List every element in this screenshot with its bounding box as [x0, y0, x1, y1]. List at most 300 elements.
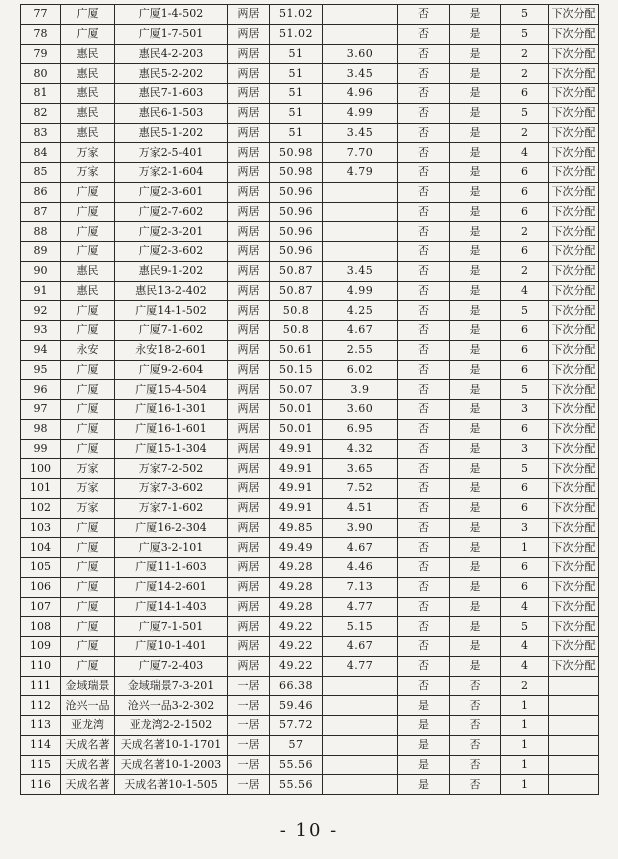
- cell-unit-address: 沧兴一品3-2-302: [115, 696, 228, 716]
- cell-flag-b: 是: [450, 400, 501, 420]
- cell-value: [323, 676, 398, 696]
- cell-flag-a: 否: [398, 103, 450, 123]
- cell-area: 49.28: [270, 558, 323, 578]
- cell-flag-b: 是: [450, 84, 501, 104]
- cell-flag-b: 是: [450, 202, 501, 222]
- cell-flag-a: 否: [398, 419, 450, 439]
- cell-area: 49.22: [270, 656, 323, 676]
- cell-unit-type: 一居: [228, 696, 270, 716]
- table-row: [21, 5, 599, 25]
- cell-floor: 6: [501, 577, 549, 597]
- cell-unit-type: 两居: [228, 202, 270, 222]
- cell-value: 2.55: [323, 340, 398, 360]
- cell-area: 51: [270, 123, 323, 143]
- cell-status: 下次分配: [549, 656, 599, 676]
- cell-unit-address: 广厦15-4-504: [115, 380, 228, 400]
- cell-flag-b: 否: [450, 735, 501, 755]
- cell-status: 下次分配: [549, 558, 599, 578]
- table-row: [21, 143, 599, 163]
- cell-status: 下次分配: [549, 577, 599, 597]
- cell-flag-a: 否: [398, 242, 450, 262]
- cell-row-number: 114: [21, 735, 61, 755]
- cell-unit-address: 惠民4-2-203: [115, 44, 228, 64]
- cell-community: 惠民: [61, 64, 115, 84]
- cell-unit-type: 两居: [228, 597, 270, 617]
- cell-flag-a: 否: [398, 360, 450, 380]
- cell-area: 50.61: [270, 340, 323, 360]
- cell-flag-a: 否: [398, 163, 450, 183]
- cell-value: 4.51: [323, 498, 398, 518]
- cell-community: 广厦: [61, 419, 115, 439]
- cell-floor: 6: [501, 498, 549, 518]
- cell-unit-type: 两居: [228, 64, 270, 84]
- cell-area: 49.91: [270, 459, 323, 479]
- cell-area: 51: [270, 44, 323, 64]
- cell-floor: 6: [501, 242, 549, 262]
- cell-unit-type: 两居: [228, 459, 270, 479]
- cell-unit-type: 两居: [228, 637, 270, 657]
- cell-area: 51: [270, 84, 323, 104]
- cell-unit-type: 两居: [228, 24, 270, 44]
- cell-area: 49.28: [270, 577, 323, 597]
- cell-value: 4.77: [323, 656, 398, 676]
- cell-row-number: 77: [21, 5, 61, 25]
- table-row: [21, 222, 599, 242]
- cell-flag-a: 否: [398, 5, 450, 25]
- cell-flag-b: 否: [450, 676, 501, 696]
- cell-flag-a: 是: [398, 735, 450, 755]
- cell-unit-type: 两居: [228, 558, 270, 578]
- cell-flag-a: 否: [398, 301, 450, 321]
- table-row: [21, 676, 599, 696]
- cell-value: 7.52: [323, 479, 398, 499]
- cell-row-number: 94: [21, 340, 61, 360]
- cell-status: 下次分配: [549, 637, 599, 657]
- cell-area: 57: [270, 735, 323, 755]
- cell-row-number: 100: [21, 459, 61, 479]
- cell-floor: 1: [501, 755, 549, 775]
- cell-status: [549, 735, 599, 755]
- cell-row-number: 83: [21, 123, 61, 143]
- cell-community: 惠民: [61, 281, 115, 301]
- table-body: [21, 5, 599, 795]
- cell-community: 广厦: [61, 360, 115, 380]
- table-row: [21, 64, 599, 84]
- cell-unit-address: 广厦2-7-602: [115, 202, 228, 222]
- cell-row-number: 86: [21, 182, 61, 202]
- table-row: [21, 716, 599, 736]
- cell-community: 广厦: [61, 400, 115, 420]
- cell-area: 50.8: [270, 321, 323, 341]
- cell-flag-b: 是: [450, 637, 501, 657]
- table-row: [21, 637, 599, 657]
- cell-flag-a: 否: [398, 143, 450, 163]
- cell-area: 51.02: [270, 5, 323, 25]
- cell-row-number: 112: [21, 696, 61, 716]
- cell-value: 4.67: [323, 321, 398, 341]
- table-row: [21, 656, 599, 676]
- cell-flag-b: 是: [450, 518, 501, 538]
- cell-flag-b: 是: [450, 656, 501, 676]
- cell-floor: 5: [501, 459, 549, 479]
- cell-flag-b: 是: [450, 321, 501, 341]
- cell-area: 49.22: [270, 637, 323, 657]
- cell-community: 广厦: [61, 5, 115, 25]
- cell-community: 万家: [61, 459, 115, 479]
- cell-flag-b: 是: [450, 261, 501, 281]
- cell-community: 广厦: [61, 202, 115, 222]
- cell-community: 惠民: [61, 44, 115, 64]
- cell-area: 55.56: [270, 775, 323, 795]
- cell-status: 下次分配: [549, 5, 599, 25]
- cell-unit-type: 两居: [228, 163, 270, 183]
- cell-flag-a: 否: [398, 617, 450, 637]
- cell-area: 49.22: [270, 617, 323, 637]
- cell-unit-type: 两居: [228, 380, 270, 400]
- cell-status: 下次分配: [549, 419, 599, 439]
- cell-community: 万家: [61, 143, 115, 163]
- table-row: [21, 617, 599, 637]
- cell-unit-type: 一居: [228, 676, 270, 696]
- cell-flag-b: 是: [450, 301, 501, 321]
- cell-flag-b: 是: [450, 597, 501, 617]
- cell-area: 50.96: [270, 242, 323, 262]
- cell-area: 50.98: [270, 163, 323, 183]
- cell-status: 下次分配: [549, 617, 599, 637]
- cell-status: 下次分配: [549, 123, 599, 143]
- cell-flag-b: 是: [450, 5, 501, 25]
- cell-community: 万家: [61, 498, 115, 518]
- table-row: [21, 597, 599, 617]
- cell-value: 4.67: [323, 538, 398, 558]
- cell-area: 49.91: [270, 498, 323, 518]
- cell-row-number: 97: [21, 400, 61, 420]
- cell-value: [323, 202, 398, 222]
- table-row: [21, 498, 599, 518]
- cell-value: 3.45: [323, 123, 398, 143]
- cell-area: 57.72: [270, 716, 323, 736]
- cell-area: 59.46: [270, 696, 323, 716]
- cell-community: 惠民: [61, 103, 115, 123]
- cell-flag-b: 是: [450, 577, 501, 597]
- cell-status: 下次分配: [549, 261, 599, 281]
- cell-unit-type: 两居: [228, 360, 270, 380]
- cell-unit-type: 两居: [228, 44, 270, 64]
- cell-unit-address: 惠民5-1-202: [115, 123, 228, 143]
- cell-row-number: 78: [21, 24, 61, 44]
- cell-value: [323, 5, 398, 25]
- table-row: [21, 103, 599, 123]
- cell-status: 下次分配: [549, 84, 599, 104]
- cell-floor: 6: [501, 360, 549, 380]
- cell-status: [549, 775, 599, 795]
- cell-area: 50.01: [270, 419, 323, 439]
- cell-flag-b: 否: [450, 755, 501, 775]
- cell-flag-a: 是: [398, 716, 450, 736]
- cell-floor: 5: [501, 617, 549, 637]
- cell-community: 广厦: [61, 439, 115, 459]
- cell-value: 4.79: [323, 163, 398, 183]
- cell-area: 49.91: [270, 479, 323, 499]
- cell-row-number: 99: [21, 439, 61, 459]
- cell-flag-b: 是: [450, 538, 501, 558]
- cell-row-number: 82: [21, 103, 61, 123]
- cell-status: 下次分配: [549, 597, 599, 617]
- cell-floor: 4: [501, 143, 549, 163]
- cell-row-number: 92: [21, 301, 61, 321]
- table-row: [21, 439, 599, 459]
- table-row: [21, 44, 599, 64]
- cell-unit-address: 广厦1-4-502: [115, 5, 228, 25]
- cell-unit-type: 两居: [228, 281, 270, 301]
- cell-value: 3.45: [323, 64, 398, 84]
- cell-value: [323, 775, 398, 795]
- cell-flag-a: 否: [398, 24, 450, 44]
- cell-unit-address: 广厦2-3-201: [115, 222, 228, 242]
- cell-unit-address: 广厦3-2-101: [115, 538, 228, 558]
- cell-status: 下次分配: [549, 380, 599, 400]
- table-row: [21, 419, 599, 439]
- cell-unit-type: 两居: [228, 143, 270, 163]
- cell-area: 50.15: [270, 360, 323, 380]
- table-row: [21, 321, 599, 341]
- cell-row-number: 104: [21, 538, 61, 558]
- cell-unit-address: 天成名著10-1-1701: [115, 735, 228, 755]
- cell-status: 下次分配: [549, 281, 599, 301]
- cell-status: 下次分配: [549, 222, 599, 242]
- cell-unit-address: 广厦2-3-601: [115, 182, 228, 202]
- cell-floor: 6: [501, 84, 549, 104]
- cell-status: [549, 696, 599, 716]
- cell-unit-address: 广厦10-1-401: [115, 637, 228, 657]
- cell-flag-b: 是: [450, 380, 501, 400]
- cell-flag-a: 是: [398, 775, 450, 795]
- cell-unit-type: 两居: [228, 261, 270, 281]
- cell-unit-address: 惠民9-1-202: [115, 261, 228, 281]
- cell-unit-type: 两居: [228, 577, 270, 597]
- cell-community: 沧兴一品: [61, 696, 115, 716]
- cell-floor: 2: [501, 261, 549, 281]
- cell-value: [323, 24, 398, 44]
- cell-value: 3.9: [323, 380, 398, 400]
- cell-status: 下次分配: [549, 44, 599, 64]
- cell-status: 下次分配: [549, 64, 599, 84]
- cell-flag-a: 否: [398, 281, 450, 301]
- cell-row-number: 113: [21, 716, 61, 736]
- cell-floor: 1: [501, 538, 549, 558]
- cell-floor: 5: [501, 380, 549, 400]
- cell-unit-address: 万家7-3-602: [115, 479, 228, 499]
- cell-status: 下次分配: [549, 182, 599, 202]
- cell-row-number: 89: [21, 242, 61, 262]
- cell-status: 下次分配: [549, 202, 599, 222]
- cell-row-number: 102: [21, 498, 61, 518]
- table-row: [21, 518, 599, 538]
- cell-row-number: 88: [21, 222, 61, 242]
- cell-status: 下次分配: [549, 340, 599, 360]
- cell-area: 50.96: [270, 202, 323, 222]
- cell-floor: 5: [501, 5, 549, 25]
- cell-floor: 2: [501, 44, 549, 64]
- cell-floor: 3: [501, 518, 549, 538]
- table-row: [21, 459, 599, 479]
- cell-unit-type: 两居: [228, 242, 270, 262]
- cell-unit-address: 广厦11-1-603: [115, 558, 228, 578]
- cell-flag-b: 是: [450, 24, 501, 44]
- cell-community: 亚龙湾: [61, 716, 115, 736]
- table-row: [21, 479, 599, 499]
- cell-flag-a: 否: [398, 84, 450, 104]
- table-row: [21, 202, 599, 222]
- cell-flag-a: 否: [398, 44, 450, 64]
- cell-unit-type: 两居: [228, 617, 270, 637]
- cell-community: 广厦: [61, 24, 115, 44]
- cell-floor: 4: [501, 656, 549, 676]
- housing-allocation-table: [20, 4, 599, 795]
- page-number: - 10 -: [279, 820, 339, 841]
- cell-unit-address: 广厦7-1-501: [115, 617, 228, 637]
- cell-unit-type: 两居: [228, 340, 270, 360]
- cell-area: 50.07: [270, 380, 323, 400]
- table-row: [21, 182, 599, 202]
- cell-status: 下次分配: [549, 360, 599, 380]
- cell-area: 50.87: [270, 261, 323, 281]
- cell-unit-address: 广厦2-3-602: [115, 242, 228, 262]
- cell-row-number: 85: [21, 163, 61, 183]
- cell-flag-b: 是: [450, 419, 501, 439]
- cell-flag-b: 是: [450, 360, 501, 380]
- cell-flag-b: 否: [450, 775, 501, 795]
- cell-floor: 5: [501, 24, 549, 44]
- cell-unit-address: 万家7-1-602: [115, 498, 228, 518]
- table-row: [21, 400, 599, 420]
- cell-flag-a: 否: [398, 64, 450, 84]
- cell-unit-address: 亚龙湾2-2-1502: [115, 716, 228, 736]
- cell-community: 天成名著: [61, 755, 115, 775]
- table-row: [21, 735, 599, 755]
- cell-status: 下次分配: [549, 143, 599, 163]
- cell-value: 3.60: [323, 44, 398, 64]
- cell-row-number: 109: [21, 637, 61, 657]
- cell-community: 广厦: [61, 321, 115, 341]
- cell-area: 50.01: [270, 400, 323, 420]
- cell-flag-b: 是: [450, 182, 501, 202]
- cell-flag-b: 是: [450, 103, 501, 123]
- cell-row-number: 101: [21, 479, 61, 499]
- cell-area: 51: [270, 64, 323, 84]
- cell-community: 广厦: [61, 538, 115, 558]
- cell-floor: 4: [501, 637, 549, 657]
- cell-flag-a: 否: [398, 400, 450, 420]
- cell-flag-a: 否: [398, 676, 450, 696]
- cell-community: 广厦: [61, 182, 115, 202]
- table-row: [21, 696, 599, 716]
- cell-floor: 6: [501, 202, 549, 222]
- cell-row-number: 95: [21, 360, 61, 380]
- cell-row-number: 90: [21, 261, 61, 281]
- table-row: [21, 360, 599, 380]
- table-row: [21, 24, 599, 44]
- cell-unit-address: 广厦9-2-604: [115, 360, 228, 380]
- cell-status: 下次分配: [549, 518, 599, 538]
- table-row: [21, 163, 599, 183]
- cell-row-number: 116: [21, 775, 61, 795]
- cell-value: 7.13: [323, 577, 398, 597]
- cell-floor: 6: [501, 163, 549, 183]
- cell-row-number: 80: [21, 64, 61, 84]
- cell-floor: 4: [501, 597, 549, 617]
- cell-unit-type: 两居: [228, 84, 270, 104]
- cell-row-number: 87: [21, 202, 61, 222]
- cell-unit-address: 广厦14-1-403: [115, 597, 228, 617]
- cell-unit-type: 两居: [228, 400, 270, 420]
- table-row: [21, 577, 599, 597]
- cell-unit-type: 两居: [228, 222, 270, 242]
- cell-unit-address: 广厦16-1-601: [115, 419, 228, 439]
- cell-unit-address: 永安18-2-601: [115, 340, 228, 360]
- cell-community: 广厦: [61, 380, 115, 400]
- cell-unit-type: 两居: [228, 123, 270, 143]
- cell-floor: 1: [501, 696, 549, 716]
- cell-value: 6.95: [323, 419, 398, 439]
- cell-status: 下次分配: [549, 242, 599, 262]
- cell-unit-type: 一居: [228, 735, 270, 755]
- cell-area: 49.49: [270, 538, 323, 558]
- cell-value: 4.99: [323, 281, 398, 301]
- cell-floor: 1: [501, 716, 549, 736]
- cell-floor: 5: [501, 301, 549, 321]
- cell-unit-type: 两居: [228, 419, 270, 439]
- table-row: [21, 538, 599, 558]
- cell-area: 55.56: [270, 755, 323, 775]
- cell-status: 下次分配: [549, 301, 599, 321]
- cell-status: [549, 755, 599, 775]
- cell-community: 惠民: [61, 84, 115, 104]
- cell-status: 下次分配: [549, 163, 599, 183]
- cell-flag-a: 否: [398, 518, 450, 538]
- cell-unit-address: 广厦16-2-304: [115, 518, 228, 538]
- cell-unit-address: 广厦1-7-501: [115, 24, 228, 44]
- cell-row-number: 107: [21, 597, 61, 617]
- cell-floor: 3: [501, 400, 549, 420]
- cell-status: 下次分配: [549, 321, 599, 341]
- cell-floor: 1: [501, 775, 549, 795]
- cell-community: 广厦: [61, 637, 115, 657]
- cell-row-number: 84: [21, 143, 61, 163]
- cell-flag-a: 否: [398, 558, 450, 578]
- cell-unit-address: 广厦7-2-403: [115, 656, 228, 676]
- cell-value: 4.77: [323, 597, 398, 617]
- cell-floor: 6: [501, 182, 549, 202]
- cell-flag-b: 是: [450, 558, 501, 578]
- cell-value: 5.15: [323, 617, 398, 637]
- cell-floor: 4: [501, 281, 549, 301]
- cell-flag-a: 否: [398, 222, 450, 242]
- cell-flag-a: 否: [398, 459, 450, 479]
- cell-flag-a: 否: [398, 637, 450, 657]
- cell-unit-type: 一居: [228, 755, 270, 775]
- cell-area: 50.8: [270, 301, 323, 321]
- cell-unit-address: 天成名著10-1-505: [115, 775, 228, 795]
- cell-unit-address: 惠民5-2-202: [115, 64, 228, 84]
- cell-floor: 2: [501, 64, 549, 84]
- cell-flag-a: 否: [398, 380, 450, 400]
- cell-flag-a: 否: [398, 498, 450, 518]
- cell-flag-b: 是: [450, 163, 501, 183]
- cell-unit-type: 两居: [228, 301, 270, 321]
- cell-value: 3.90: [323, 518, 398, 538]
- cell-flag-b: 否: [450, 716, 501, 736]
